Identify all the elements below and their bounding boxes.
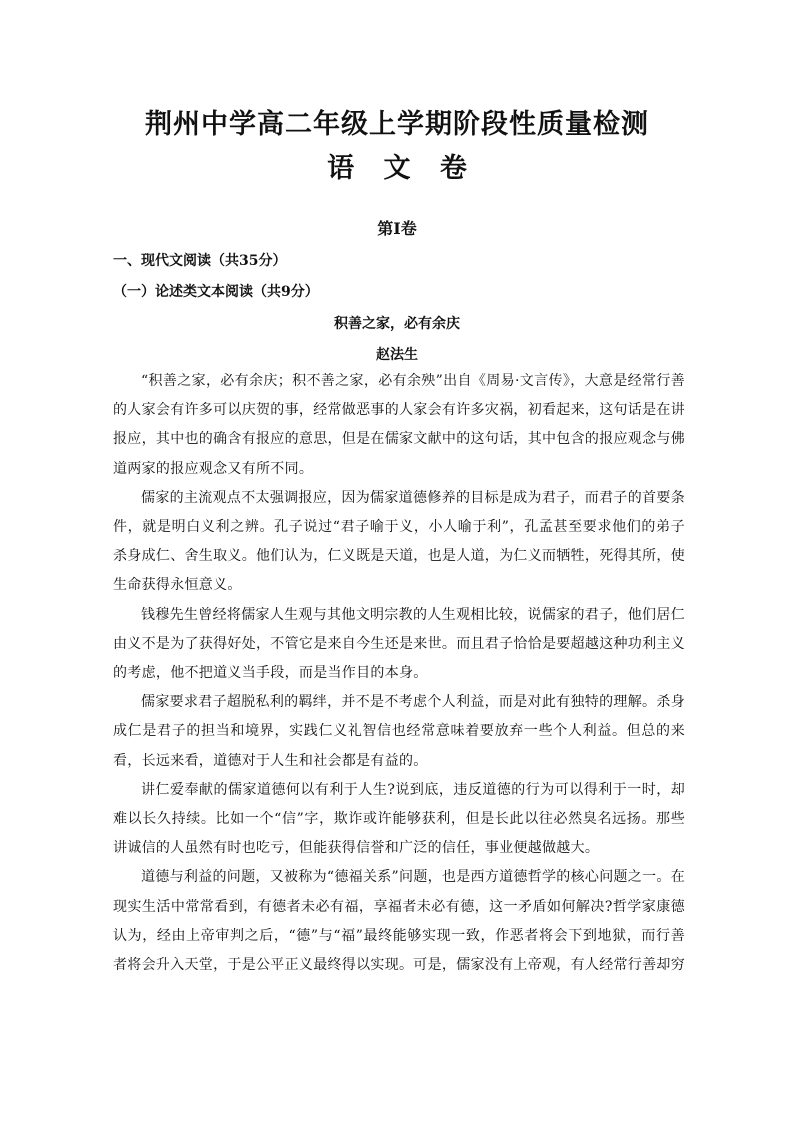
article-title: 积善之家，必有余庆 — [334, 316, 460, 332]
part-title: 第Ⅰ卷 — [377, 219, 417, 238]
article-body — [113, 367, 685, 980]
exam-title: 荆州中学高二年级上学期阶段性质量检测 — [145, 109, 649, 140]
section-subheading: （一）论述类文本阅读（共9分） — [113, 284, 319, 300]
article-paragraph-1: “积善之家，必有余庆；积不善之家，必有余殃”出自《周易·文言传》，大意是经常行善的人家会有许多可以庆贺的事，经常做恶事的人家会有许多灾祸，初看起来，这句话是在讲报应，其中也的确含有报应的意思，但是在儒家文献中的这句话，其中包含的报应观念与佛道两家的报应观念又有所不同。 — [113, 373, 685, 477]
section-heading: 一、现代文阅读（共35分） — [113, 253, 287, 269]
article-paragraph-5: 讲仁爱奉献的儒家道德何以有利于人生?说到底，违反道德的行为可以得利于一时，却难以长久持续。比如一个“信”字，欺诈或许能够获利，但是长此以往必然臭名远扬。那些讲诚信的人虽然有时也吃亏，但能获得信誉和广泛的信任，事业便越做越大。 — [113, 781, 685, 857]
article-paragraph-6: 道德与利益的问题，又被称为“德福关系”问题，也是西方道德哲学的核心问题之一。在现实生活中常常看到，有德者未必有福，享福者未必有德，这一矛盾如何解决?哲学家康德认为，经由上帝审判之后，“德”与“福”最终能够实现一致，作恶者将会下到地狱，而行善者将会升入天堂，于是公平正义最终得以实现。可是，儒家没有上帝观，有人经常行善却穷 — [113, 869, 686, 974]
subject-title: 语 文 卷 — [327, 153, 477, 184]
article-author: 赵法生 — [376, 347, 418, 363]
article-paragraph-4: 儒家要求君子超脱私利的羁绊，并不是不考虑个人利益，而是对此有独特的理解。杀身成仁是君子的担当和境界，实践仁义礼智信也经常意味着要放弃一些个人利益。但总的来看，长远来看，道德对于人生和社会都是有益的。 — [113, 694, 685, 769]
article-paragraph-2: 儒家的主流观点不太强调报应，因为儒家道德修养的目标是成为君子，而君子的首要条件，就是明白义利之辨。孔子说过“君子喻于义，小人喻于利”，孔孟甚至要求他们的弟子杀身成仁、舍生取义。他们认为，仁义既是天道，也是人道，为仁义而牺牲，死得其所，使生命获得永恒意义。 — [113, 489, 685, 594]
article-paragraph-3: 钱穆先生曾经将儒家人生观与其他文明宗教的人生观相比较，说儒家的君子，他们居仁由义不是为了获得好处，不管它是来自今生还是来世。而且君子恰恰是要超越这种功利主义的考虑，他不把道义当手段，而是当作目的本身。 — [113, 606, 685, 682]
